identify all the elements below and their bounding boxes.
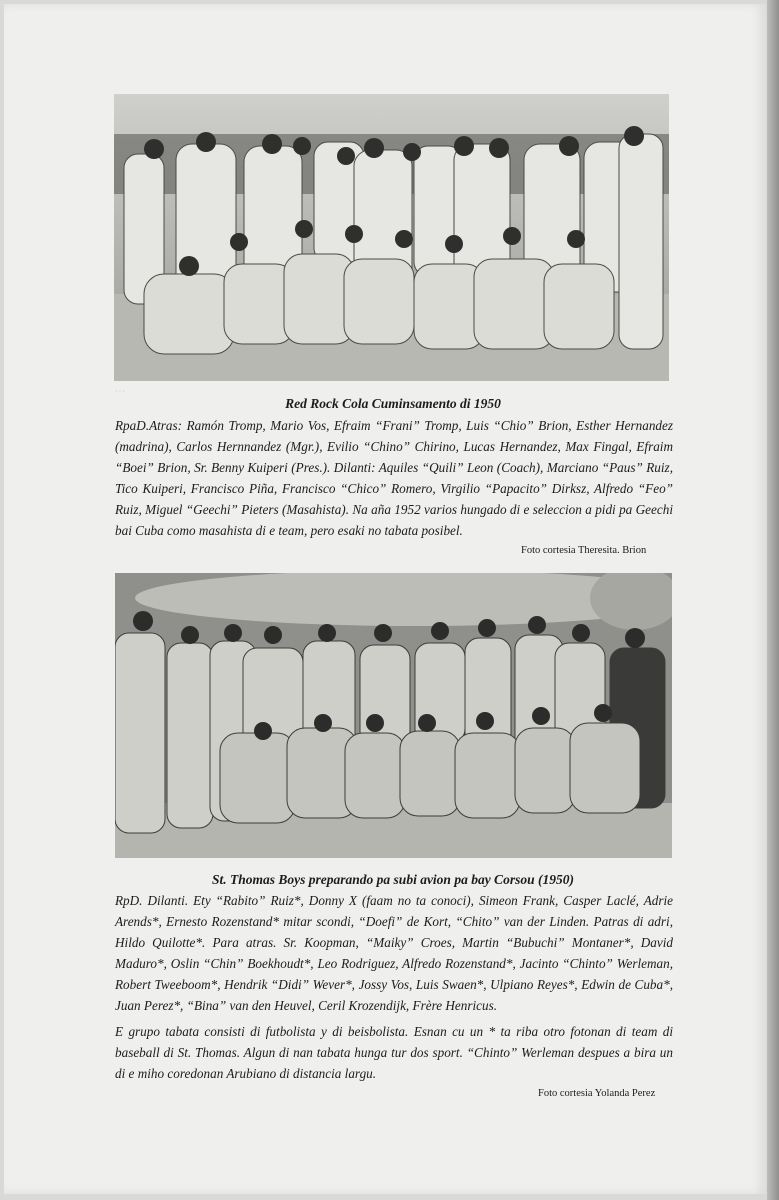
team-photo-st-thomas-boys xyxy=(115,573,672,858)
team-photo-illustration xyxy=(114,94,669,381)
group-photo-illustration xyxy=(115,573,672,858)
caption-body-2b: E grupo tabata consisti di futbolista y di beisbolista. Esnan cu un * ta riba otro fotonan di team di baseball di St. Thomas. Algun di nan tabata hunga tur dos sport. “Chinto” Werleman despues a bira un di e miho coredonan Arubiano di distancia largu. xyxy=(115,1024,673,1081)
caption-title-2: St. Thomas Boys preparando pa subi avion pa bay Corsou (1950) xyxy=(212,872,574,887)
photo-credit-1: Foto cortesia Theresita. Brion xyxy=(521,545,647,556)
caption-body-1: RpaD.Atras: Ramón Tromp, Mario Vos, Efraim “Frani” Tromp, Luis “Chio” Brion, Esther Hernandez (madrina), Carlos Hernnandez (Mgr.), Evilio “Chino” Chirino, Lucas Hernandez, Max Fingal, Efraim “Boei” Brion, Sr. Benny Kuiperi (Pres.). Dilanti: Aquiles “Quili” Leon (Coach), Marciano “Paus” Ruiz, Tico Kuiperi, Francisco Piña, Francisco “Chico” Romero, Virgilio “Papacito” Dirksz, Alfredo “Feo” Ruiz, Miguel “Geechi” Pieters (Masahista). Na aña 1952 varios hungado di e seleccion a pidi pa Geechi bai Cuba como masahista di e team, pero esaki no tabata posibel. xyxy=(115,418,673,538)
caption-title-1: Red Rock Cola Cuminsamento di 1950 xyxy=(285,396,501,411)
bleed-through-text-1: … xyxy=(115,383,126,395)
photo-credit-2: Foto cortesia Yolanda Perez xyxy=(538,1088,656,1099)
team-photo-red-rock-cola xyxy=(114,94,669,381)
caption-body-2: RpD. Dilanti. Ety “Rabito” Ruiz*, Donny X (faam no ta conoci), Simeon Frank, Casper Laclé, Adrie Arends*, Ernesto Rozenstand* mitar scondi, “Doefi” de Kort, “Chito” van der Linden. Patras di adri, Hildo Quilotte*. Para atras. Sr. Koopman, “Maiky” Croes, Martin “Bubuchi” Montaner*, David Maduro*, Oslin “Chin” Boekhoudt*, Leo Rodriguez, Alfredo Rozenstand*, Jacinto “Chinto” Werleman, Robert Tweeboom*, Hendrik “Didi” Wever*, Jossy Vos, Luis Swaen*, Ulpiano Reyes*, Edwin de Cuba*, Juan Perez*, “Bina” van den Heuvel, Ceril Krozendijk, Frère Henricus. xyxy=(115,893,673,1013)
page-edge xyxy=(767,0,779,1200)
